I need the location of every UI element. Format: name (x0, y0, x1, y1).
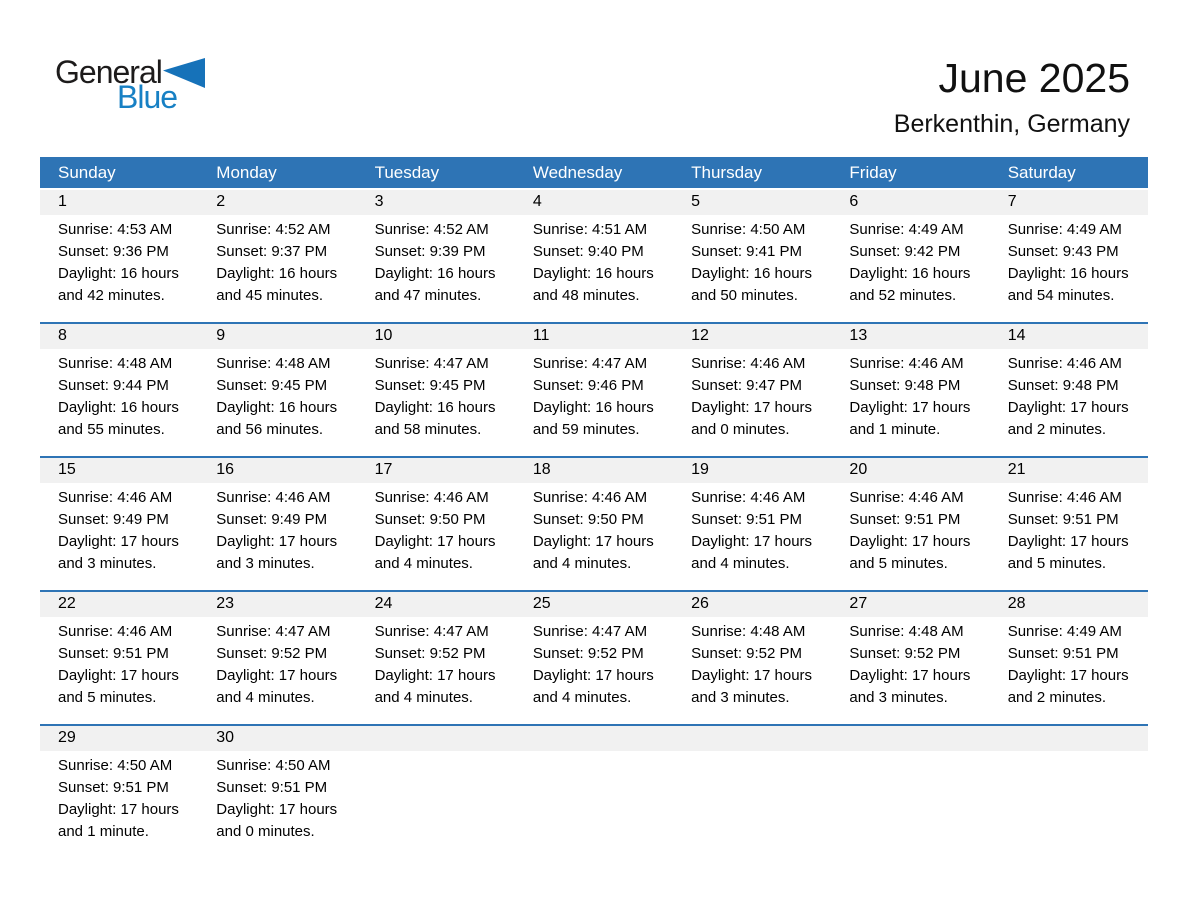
day-cell-2 (198, 215, 356, 322)
day-number-30: 30 (216, 729, 235, 746)
daylight-text-line1: Daylight: 17 hours (374, 667, 496, 684)
sunrise-text: Sunrise: 4:51 AM (532, 221, 648, 238)
daylight-text-line2: and 56 minutes. (216, 421, 324, 438)
day-number-strip (40, 458, 1148, 483)
sunrise-text: Sunrise: 4:48 AM (216, 355, 331, 372)
sunset-text: Sunset: 9:45 PM (374, 377, 486, 394)
daylight-text-line2: and 3 minutes. (216, 555, 315, 572)
sunset-text: Sunset: 9:51 PM (691, 511, 803, 528)
sunset-text: Sunset: 9:52 PM (374, 645, 486, 662)
daylight-text-line2: and 4 minutes. (691, 555, 790, 572)
day-number-11: 11 (532, 327, 550, 344)
sunset-text: Sunset: 9:52 PM (691, 645, 803, 662)
sunset-text: Sunset: 9:37 PM (216, 243, 328, 260)
day-number-14: 14 (1007, 327, 1026, 344)
daylight-text-line1: Daylight: 17 hours (849, 667, 971, 684)
day-cell-1 (40, 215, 198, 322)
day-number-empty (990, 726, 1148, 751)
day-number-2: 2 (216, 193, 226, 210)
sunset-text: Sunset: 9:51 PM (1007, 511, 1119, 528)
weekday-header-monday: Monday (216, 163, 277, 182)
day-cell-22 (40, 617, 198, 724)
daylight-text-line1: Daylight: 17 hours (58, 801, 179, 818)
calendar-table (40, 157, 1148, 858)
day-cell-15 (40, 483, 198, 590)
day-cell-16 (198, 483, 356, 590)
sunset-text: Sunset: 9:51 PM (58, 645, 169, 662)
day-cell-30 (198, 751, 356, 858)
general-blue-logo (55, 56, 215, 113)
daylight-text-line1: Daylight: 17 hours (58, 667, 179, 684)
day-number-19: 19 (691, 461, 709, 478)
day-number-strip (40, 592, 1148, 617)
daylight-text-line2: and 58 minutes. (374, 421, 482, 438)
sunset-text: Sunset: 9:47 PM (691, 377, 803, 394)
day-number-29: 29 (58, 729, 76, 746)
day-number-16: 16 (216, 461, 235, 478)
daylight-text-line2: and 1 minute. (849, 421, 941, 438)
day-cell-12 (673, 349, 831, 456)
sunrise-text: Sunrise: 4:46 AM (691, 489, 806, 506)
sunset-text: Sunset: 9:49 PM (58, 511, 169, 528)
daylight-text-line2: and 50 minutes. (691, 287, 798, 304)
sunset-text: Sunset: 9:44 PM (58, 377, 169, 394)
sunrise-text: Sunrise: 4:46 AM (1007, 489, 1122, 506)
week-row-4 (40, 590, 1148, 724)
daylight-text-line2: and 47 minutes. (374, 287, 482, 304)
title-block (894, 55, 1130, 139)
daylight-text-line1: Daylight: 17 hours (532, 667, 654, 684)
day-info-strip (40, 349, 1148, 456)
day-cell-27 (831, 617, 989, 724)
day-number-21: 21 (1007, 461, 1026, 478)
weekday-header-sunday: Sunday (58, 163, 116, 182)
sunset-text: Sunset: 9:41 PM (691, 243, 803, 260)
sunrise-text: Sunrise: 4:46 AM (58, 489, 173, 506)
daylight-text-line1: Daylight: 16 hours (374, 265, 496, 282)
sunset-text: Sunset: 9:51 PM (849, 511, 961, 528)
daylight-text-line1: Daylight: 16 hours (849, 265, 971, 282)
daylight-text-line2: and 59 minutes. (532, 421, 640, 438)
day-cell-24 (357, 617, 515, 724)
day-number-empty (357, 726, 515, 751)
day-cell-13 (831, 349, 989, 456)
day-cell-19 (673, 483, 831, 590)
day-cell-5 (673, 215, 831, 322)
day-cell-18 (515, 483, 673, 590)
sunrise-text: Sunrise: 4:48 AM (849, 623, 964, 640)
day-number-4: 4 (532, 193, 542, 210)
day-number-13: 13 (849, 327, 868, 344)
daylight-text-line1: Daylight: 17 hours (1007, 667, 1129, 684)
day-number-23: 23 (216, 595, 235, 612)
weekday-header-wednesday: Wednesday (532, 163, 623, 182)
logo-text-blue: Blue (117, 79, 178, 115)
day-info-strip (40, 483, 1148, 590)
daylight-text-line2: and 2 minutes. (1007, 421, 1107, 438)
sunset-text: Sunset: 9:50 PM (532, 511, 644, 528)
day-number-empty (515, 726, 673, 751)
day-number-12: 12 (691, 327, 709, 344)
day-number-8: 8 (58, 327, 67, 344)
day-number-24: 24 (374, 595, 393, 612)
day-cell-26 (673, 617, 831, 724)
daylight-text-line1: Daylight: 16 hours (1007, 265, 1129, 282)
daylight-text-line1: Daylight: 17 hours (1007, 533, 1129, 550)
day-number-3: 3 (374, 193, 384, 210)
week-row-1 (40, 190, 1148, 322)
sunset-text: Sunset: 9:40 PM (532, 243, 644, 260)
daylight-text-line2: and 48 minutes. (532, 287, 640, 304)
page-subtitle: Berkenthin, Germany (893, 110, 1130, 138)
sunrise-text: Sunrise: 4:47 AM (532, 623, 648, 640)
sunset-text: Sunset: 9:51 PM (58, 779, 169, 796)
day-number-18: 18 (532, 461, 551, 478)
day-cell-28 (990, 617, 1148, 724)
day-cell-25 (515, 617, 673, 724)
daylight-text-line2: and 0 minutes. (216, 823, 315, 840)
sunrise-text: Sunrise: 4:49 AM (1007, 623, 1122, 640)
sunset-text: Sunset: 9:39 PM (374, 243, 486, 260)
sunset-text: Sunset: 9:43 PM (1007, 243, 1119, 260)
daylight-text-line1: Daylight: 17 hours (216, 801, 338, 818)
sunset-text: Sunset: 9:52 PM (849, 645, 961, 662)
sunrise-text: Sunrise: 4:50 AM (691, 221, 806, 238)
sunset-text: Sunset: 9:46 PM (532, 377, 644, 394)
daylight-text-line2: and 1 minute. (58, 823, 149, 840)
sunrise-text: Sunrise: 4:47 AM (216, 623, 331, 640)
day-cell-29 (40, 751, 198, 858)
day-cell-21 (990, 483, 1148, 590)
sunrise-text: Sunrise: 4:50 AM (216, 757, 331, 774)
page-title: June 2025 (938, 55, 1130, 101)
weeks-container (40, 190, 1148, 858)
daylight-text-line2: and 4 minutes. (532, 555, 632, 572)
sunrise-text: Sunrise: 4:46 AM (691, 355, 806, 372)
sunrise-text: Sunrise: 4:46 AM (532, 489, 648, 506)
daylight-text-line2: and 42 minutes. (58, 287, 165, 304)
day-info-strip (40, 751, 1148, 858)
sunset-text: Sunset: 9:51 PM (1007, 645, 1119, 662)
sunrise-text: Sunrise: 4:48 AM (58, 355, 173, 372)
day-number-9: 9 (216, 327, 226, 344)
daylight-text-line2: and 3 minutes. (58, 555, 157, 572)
sunset-text: Sunset: 9:42 PM (849, 243, 961, 260)
daylight-text-line2: and 2 minutes. (1007, 689, 1107, 706)
day-number-empty (831, 726, 989, 751)
weekday-header-saturday: Saturday (1007, 163, 1076, 182)
daylight-text-line1: Daylight: 16 hours (58, 399, 179, 416)
day-number-22: 22 (58, 595, 76, 612)
day-cell-7 (990, 215, 1148, 322)
sunrise-text: Sunrise: 4:46 AM (849, 355, 964, 372)
daylight-text-line2: and 5 minutes. (1007, 555, 1107, 572)
sunrise-text: Sunrise: 4:48 AM (691, 623, 806, 640)
day-cell-empty (831, 751, 989, 858)
day-number-5: 5 (691, 193, 701, 210)
week-row-5 (40, 724, 1148, 858)
sunrise-text: Sunrise: 4:46 AM (58, 623, 173, 640)
day-cell-14 (990, 349, 1148, 456)
daylight-text-line1: Daylight: 17 hours (849, 399, 971, 416)
day-cell-4 (515, 215, 673, 322)
sunrise-text: Sunrise: 4:46 AM (1007, 355, 1122, 372)
daylight-text-line1: Daylight: 16 hours (374, 399, 496, 416)
day-info-strip (40, 617, 1148, 724)
day-number-27: 27 (849, 595, 868, 612)
daylight-text-line2: and 3 minutes. (691, 689, 790, 706)
day-number-17: 17 (374, 461, 393, 478)
daylight-text-line2: and 4 minutes. (532, 689, 632, 706)
day-cell-empty (990, 751, 1148, 858)
daylight-text-line2: and 0 minutes. (691, 421, 790, 438)
day-number-strip (40, 726, 1148, 751)
day-number-10: 10 (374, 327, 393, 344)
day-number-empty (673, 726, 831, 751)
sunrise-text: Sunrise: 4:53 AM (58, 221, 173, 238)
week-row-3 (40, 456, 1148, 590)
daylight-text-line1: Daylight: 17 hours (691, 533, 813, 550)
sunset-text: Sunset: 9:51 PM (216, 779, 328, 796)
daylight-text-line2: and 4 minutes. (374, 555, 473, 572)
weekday-header-row (40, 157, 1148, 188)
day-number-28: 28 (1007, 595, 1026, 612)
day-number-6: 6 (849, 193, 859, 210)
daylight-text-line1: Daylight: 16 hours (532, 265, 654, 282)
daylight-text-line1: Daylight: 17 hours (216, 667, 338, 684)
day-cell-empty (515, 751, 673, 858)
sunrise-text: Sunrise: 4:46 AM (216, 489, 331, 506)
sunset-text: Sunset: 9:48 PM (849, 377, 961, 394)
daylight-text-line1: Daylight: 16 hours (58, 265, 179, 282)
daylight-text-line2: and 4 minutes. (374, 689, 473, 706)
daylight-text-line1: Daylight: 17 hours (1007, 399, 1129, 416)
sunrise-text: Sunrise: 4:50 AM (58, 757, 173, 774)
sunrise-text: Sunrise: 4:47 AM (374, 623, 489, 640)
weekday-header-friday: Friday (849, 163, 897, 182)
daylight-text-line2: and 45 minutes. (216, 287, 324, 304)
sunset-text: Sunset: 9:36 PM (58, 243, 169, 260)
daylight-text-line1: Daylight: 16 hours (532, 399, 654, 416)
day-number-26: 26 (691, 595, 709, 612)
daylight-text-line1: Daylight: 16 hours (216, 399, 338, 416)
weekday-header-thursday: Thursday (691, 163, 763, 182)
sunset-text: Sunset: 9:52 PM (532, 645, 644, 662)
day-cell-17 (357, 483, 515, 590)
daylight-text-line1: Daylight: 17 hours (216, 533, 338, 550)
day-number-strip (40, 190, 1148, 215)
day-cell-6 (831, 215, 989, 322)
day-number-20: 20 (849, 461, 868, 478)
daylight-text-line1: Daylight: 16 hours (691, 265, 813, 282)
day-cell-9 (198, 349, 356, 456)
sunrise-text: Sunrise: 4:52 AM (216, 221, 331, 238)
daylight-text-line2: and 3 minutes. (849, 689, 948, 706)
day-info-strip (40, 215, 1148, 322)
daylight-text-line1: Daylight: 17 hours (691, 399, 813, 416)
day-cell-3 (357, 215, 515, 322)
day-cell-20 (831, 483, 989, 590)
day-cell-empty (357, 751, 515, 858)
sunrise-text: Sunrise: 4:52 AM (374, 221, 489, 238)
sunrise-text: Sunrise: 4:46 AM (849, 489, 964, 506)
daylight-text-line2: and 5 minutes. (58, 689, 157, 706)
day-number-25: 25 (532, 595, 551, 612)
daylight-text-line1: Daylight: 17 hours (532, 533, 654, 550)
daylight-text-line2: and 4 minutes. (216, 689, 315, 706)
sunset-text: Sunset: 9:45 PM (216, 377, 328, 394)
day-cell-empty (673, 751, 831, 858)
sunrise-text: Sunrise: 4:46 AM (374, 489, 489, 506)
sunrise-text: Sunrise: 4:49 AM (849, 221, 964, 238)
daylight-text-line2: and 55 minutes. (58, 421, 165, 438)
daylight-text-line2: and 52 minutes. (849, 287, 957, 304)
daylight-text-line1: Daylight: 17 hours (58, 533, 179, 550)
day-cell-23 (198, 617, 356, 724)
day-number-1: 1 (58, 193, 67, 210)
sunrise-text: Sunrise: 4:47 AM (532, 355, 648, 372)
sunset-text: Sunset: 9:48 PM (1007, 377, 1119, 394)
daylight-text-line1: Daylight: 16 hours (216, 265, 338, 282)
sunset-text: Sunset: 9:50 PM (374, 511, 486, 528)
weekday-header-tuesday: Tuesday (374, 163, 440, 182)
day-number-15: 15 (58, 461, 76, 478)
sunrise-text: Sunrise: 4:49 AM (1007, 221, 1122, 238)
day-cell-8 (40, 349, 198, 456)
sunset-text: Sunset: 9:52 PM (216, 645, 328, 662)
day-number-7: 7 (1007, 193, 1017, 210)
daylight-text-line2: and 5 minutes. (849, 555, 948, 572)
daylight-text-line1: Daylight: 17 hours (849, 533, 971, 550)
sunrise-text: Sunrise: 4:47 AM (374, 355, 489, 372)
sunset-text: Sunset: 9:49 PM (216, 511, 328, 528)
daylight-text-line2: and 54 minutes. (1007, 287, 1115, 304)
daylight-text-line1: Daylight: 17 hours (374, 533, 496, 550)
daylight-text-line1: Daylight: 17 hours (691, 667, 813, 684)
logo-text-general: General (55, 54, 162, 90)
week-row-2 (40, 322, 1148, 456)
day-cell-11 (515, 349, 673, 456)
day-cell-10 (357, 349, 515, 456)
day-number-strip (40, 324, 1148, 349)
